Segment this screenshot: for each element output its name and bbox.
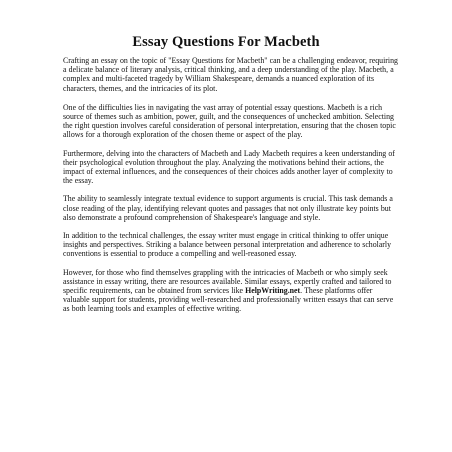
paragraph-6-text-after: . These platforms offer valuable support for students, providing well-researched and professionally written essays that can serve as both learning tools and examples of effective writing. xyxy=(63,286,394,314)
paragraph-6 xyxy=(63,268,399,314)
paragraph-2: One of the difficulties lies in navigating the vast array of potential essay questions. Macbeth is a rich source of themes such as ambition, power, guilt, and the consequences of unchecked ambition. Selecting the right question involves careful consideration of personal interpretation, ensuring that the chosen topic allows for a thorough exploration of the chosen theme or aspect of the play. xyxy=(63,102,396,140)
paragraph-1: Crafting an essay on the topic of "Essay Questions for Macbeth" can be a challenging endeavor, requiring a delicate balance of literary analysis, critical thinking, and a deep understanding of the play. Macbeth, a complex and multi-faceted tragedy by William Shakespeare, demands a nuanced exploration of its characters, themes, and the intricacies of its plot. xyxy=(63,56,398,93)
helpwriting-brand-link[interactable]: HelpWriting.net xyxy=(245,286,301,296)
paragraph-3: Furthermore, delving into the characters of Macbeth and Lady Macbeth requires a keen understanding of their psychological evolution throughout the play. Analyzing the motivations behind their actions, the impact of external influences, and the consequences of their choices adds another layer of complexity to the essay. xyxy=(63,148,395,186)
page-title: Essay Questions For Macbeth xyxy=(132,34,320,50)
paragraph-6-text-before: However, for those who find themselves grappling with the intricacies of Macbeth or who simply seek assistance in essay writing, there are resources available. Similar essays, expertly crafted and tailored to specific requirements, can be obtained from services like xyxy=(63,267,392,296)
essay-body xyxy=(63,56,399,323)
paragraph-4: The ability to seamlessly integrate textual evidence to support arguments is crucial. This task demands a close reading of the play, identifying relevant quotes and passages that not only illustrate key points but also demonstrate a profound comprehension of Shakespeare's language and style. xyxy=(63,194,393,222)
paragraph-5: In addition to the technical challenges, the essay writer must engage in critical thinking to offer unique insights and perspectives. Striking a balance between personal interpretation and adherence to scholarly conventions is essential to produce a compelling and well-reasoned essay. xyxy=(63,231,392,259)
